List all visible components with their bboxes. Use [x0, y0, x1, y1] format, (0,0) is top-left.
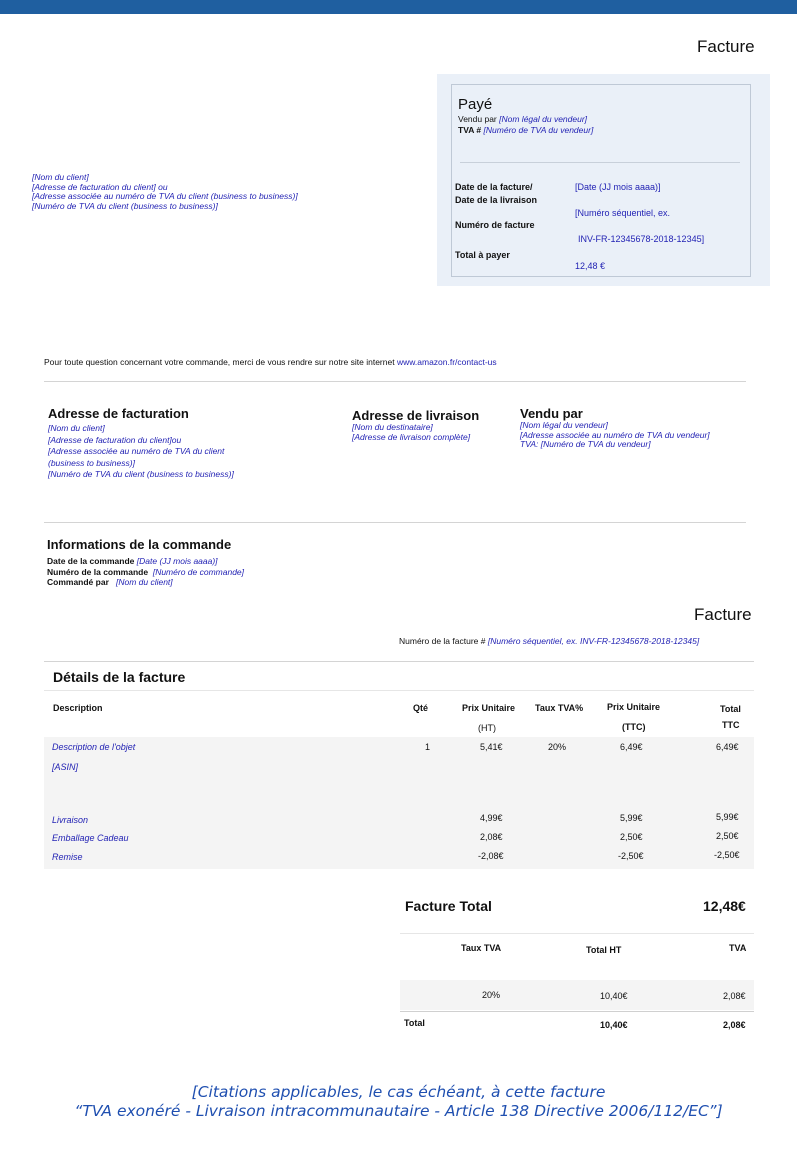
row-unit-ttc: 2,50€: [620, 832, 643, 842]
invoice-section-title: Facture: [694, 605, 752, 624]
order-date-value: [Date (JJ mois aaaa)]: [136, 556, 218, 566]
shipping-line: [Adresse de livraison complète]: [352, 431, 471, 442]
contact-line: [44, 357, 497, 367]
row-description: Emballage Cadeau: [52, 833, 129, 843]
item-vat-rate: 20%: [548, 742, 567, 752]
vat-summary-vat: 2,08€: [723, 991, 746, 1001]
seller-line: TVA: [Numéro de TVA du vendeur]: [520, 439, 651, 449]
col-total-sub: TTC: [722, 720, 740, 730]
order-number-line: [47, 567, 244, 578]
client-vat-number: [Numéro de TVA du client (business to business)]: [32, 200, 218, 211]
item-qty: 1: [425, 742, 431, 752]
total-due-label: Total à payer: [455, 250, 510, 260]
vat-summary-total-ht-header: Total HT: [586, 945, 622, 955]
totals-rule: [400, 933, 754, 934]
vat-summary-rule: [400, 1011, 754, 1012]
delivery-date-label: Date de la livraison: [455, 195, 538, 205]
divider-1: [44, 381, 746, 382]
contact-text: Pour toute question concernant votre commande, merci de vous rendre sur notre site internet: [44, 357, 395, 367]
col-qty: Qté: [413, 703, 429, 713]
seller-title: Vendu par: [520, 406, 583, 421]
invoice-date-value: [Date (JJ mois aaaa)]: [575, 182, 661, 192]
client-vat-address: [Adresse associée au numéro de TVA du client (business to business)]: [32, 191, 298, 201]
vat-summary-total-ht-sum: 10,40€: [600, 1020, 628, 1030]
row-unit-ht: -2,08€: [478, 851, 504, 861]
invoice-number-label: Numéro de facture: [455, 220, 535, 230]
shipping-title: Adresse de livraison: [352, 408, 480, 423]
ordered-by-value: [Nom du client]: [115, 577, 173, 587]
invoice-number-value-line1: [Numéro séquentiel, ex.: [575, 208, 671, 218]
order-date-label: Date de la commande: [47, 556, 135, 566]
details-top-rule: [44, 661, 754, 662]
row-unit-ttc: -2,50€: [618, 851, 644, 861]
invoice-total-label: Facture Total: [405, 898, 492, 914]
billing-line: [Nom du client]: [48, 423, 105, 433]
billing-line: (business to business)]: [48, 457, 135, 468]
sold-by-value: [Nom légal du vendeur]: [499, 114, 588, 124]
col-unit-ht: Prix Unitaire: [462, 703, 516, 713]
details-title: Détails de la facture: [53, 669, 186, 685]
vat-summary-rate-header: Taux TVA: [461, 943, 502, 953]
shipping-line: [Nom du destinataire]: [352, 422, 433, 432]
seller-address: [520, 421, 710, 450]
row-unit-ht: 2,08€: [480, 832, 503, 842]
invoice-section-number-label: Numéro de la facture #: [399, 636, 486, 646]
vat-summary-row-background: [400, 980, 754, 1010]
col-unit-ttc-sub: (TTC): [622, 722, 646, 732]
payment-box: [451, 84, 751, 277]
seller-vat-line: [458, 125, 593, 136]
item-unit-ttc: 6,49€: [620, 742, 643, 752]
footer-note-line2: “TVA exonéré - Livraison intracommunautaire - Article 138 Directive 2006/112/EC”]: [74, 1102, 723, 1120]
row-description: Remise: [52, 852, 83, 862]
seller-vat-label: TVA #: [458, 125, 482, 135]
total-due-value: 12,48 €: [575, 261, 606, 271]
item-unit-ht: 5,41€: [480, 742, 503, 752]
col-unit-ttc: Prix Unitaire: [607, 702, 661, 712]
seller-vat-value: [Numéro de TVA du vendeur]: [483, 125, 594, 135]
order-number-value: [Numéro de commande]: [152, 566, 245, 577]
vat-summary-rate: 20%: [482, 990, 501, 1000]
invoice-number-line: [399, 636, 699, 646]
order-number-label: Numéro de la commande: [47, 566, 149, 577]
contact-link[interactable]: www.amazon.fr/contact-us: [396, 357, 497, 367]
invoice-number-value-line2: INV-FR-12345678-2018-12345]: [578, 234, 705, 244]
sold-by-line: [458, 114, 587, 125]
order-date-line: [47, 556, 244, 567]
vat-summary-total-ht: 10,40€: [600, 991, 628, 1001]
item-description: Description de l'objet: [52, 742, 136, 752]
vat-summary-vat-header: TVA: [729, 943, 747, 953]
invoice-title-top: Facture: [697, 37, 755, 56]
billing-line: [Numéro de TVA du client (business to business)]: [48, 469, 234, 479]
invoice-section-number-value: [Numéro séquentiel, ex. INV-FR-12345678-2018-12345]: [487, 636, 700, 646]
client-billing-address: [Adresse de facturation du client] ou: [32, 181, 168, 192]
ordered-by-label: Commandé par: [47, 577, 109, 587]
order-info-title: Informations de la commande: [47, 537, 232, 552]
details-body-background: [44, 737, 754, 869]
row-description: Livraison: [52, 815, 89, 825]
ordered-by-line: [47, 577, 244, 588]
shipping-address: [352, 423, 470, 442]
invoice-date-label: Date de la facture/: [455, 182, 533, 192]
billing-line: [Adresse associée au numéro de TVA du client: [48, 446, 225, 456]
row-total: 2,50€: [716, 831, 739, 841]
vat-summary-total-label: Total: [404, 1018, 425, 1028]
divider-2: [44, 522, 746, 523]
client-name: [Nom du client]: [32, 172, 89, 182]
row-total: -2,50€: [714, 850, 740, 860]
col-total: Total: [720, 704, 741, 714]
billing-title: Adresse de facturation: [48, 406, 189, 421]
billing-address: [48, 423, 234, 481]
payment-status: Payé: [458, 96, 493, 113]
row-unit-ttc: 5,99€: [620, 813, 643, 823]
col-description: Description: [53, 703, 103, 713]
vat-summary-vat-sum: 2,08€: [723, 1020, 746, 1030]
sold-by-label: Vendu par: [458, 114, 497, 124]
seller-line: [Adresse associée au numéro de TVA du vendeur]: [520, 429, 710, 440]
col-vat-rate: Taux TVA%: [535, 703, 584, 713]
client-block: [32, 173, 298, 211]
footer-note-line1: [Citations applicables, le cas échéant, à cette facture: [191, 1083, 606, 1101]
top-accent-bar: [0, 0, 797, 14]
item-asin: [ASIN]: [52, 762, 79, 772]
row-total: 5,99€: [716, 812, 739, 822]
seller-line: [Nom légal du vendeur]: [520, 420, 608, 430]
order-info: [47, 556, 244, 588]
details-title-rule: [44, 690, 754, 691]
billing-line: [Adresse de facturation du client]ou: [48, 434, 182, 445]
item-total: 6,49€: [716, 742, 739, 752]
invoice-total-value: 12,48€: [703, 898, 746, 914]
row-unit-ht: 4,99€: [480, 813, 503, 823]
col-unit-ht-sub: (HT): [478, 723, 496, 733]
payment-box-divider: [460, 162, 740, 163]
